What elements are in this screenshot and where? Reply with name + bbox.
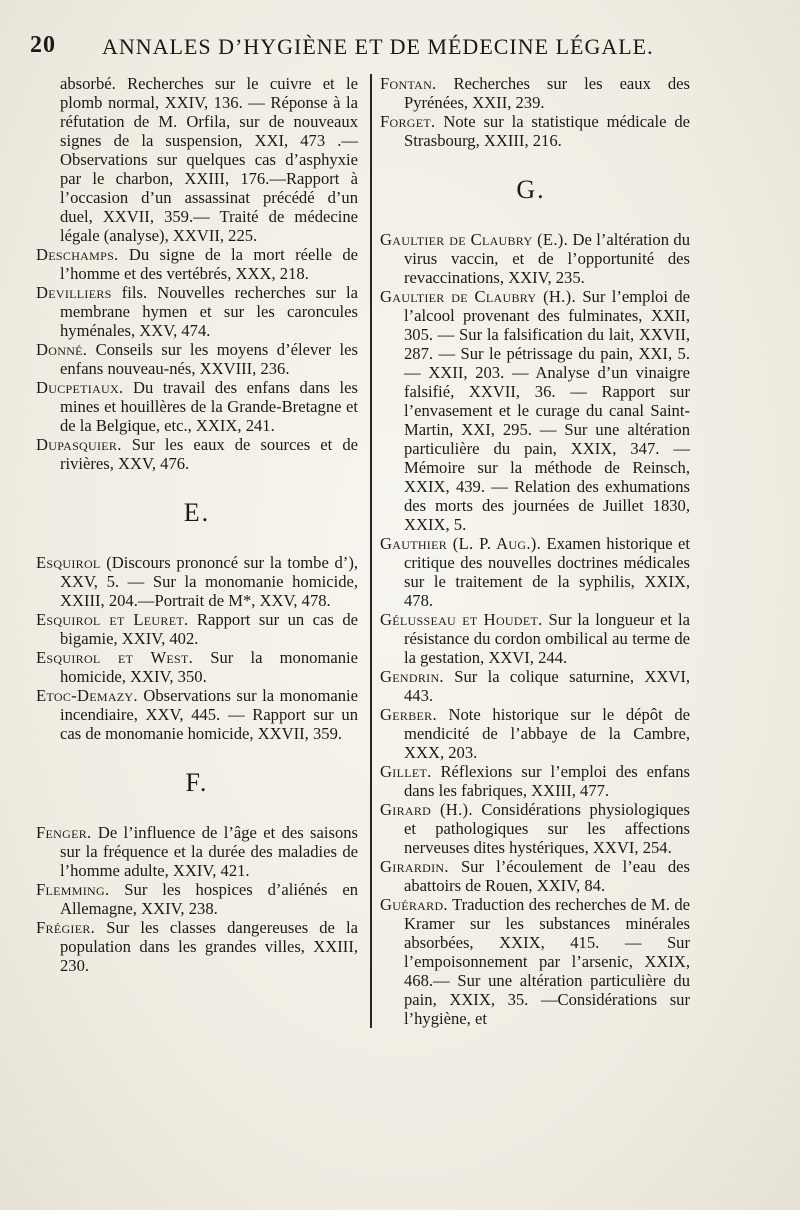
- left-column: [36, 74, 358, 975]
- author-name: Gauthier (L. P. Aug.).: [380, 534, 542, 553]
- entry-text: Observations sur la monomanie incendiaire, XXV, 445. — Rapport sur un cas de monomanie homicide, XXVII, 359.: [60, 686, 358, 743]
- entry-text: Rapport sur un cas de bigamie, XXIV, 402.: [60, 610, 358, 648]
- index-entry: [36, 74, 358, 245]
- author-name: Etoc-Demazy.: [36, 686, 138, 705]
- author-name: Girard (H.).: [380, 800, 473, 819]
- index-entry: [380, 857, 690, 895]
- author-name: Esquirol et West.: [36, 648, 194, 667]
- author-name: Flemming.: [36, 880, 110, 899]
- entry-text: Traduction des recherches de M. de Kramer sur les substances minérales absorbées, XXIX, 415. — Sur l’empoisonnement par l’arsenic, XXIX, 468.— Sur une altération particulière du pain, XXIX, 35. —Considérations sur l’hygiène, et: [404, 895, 690, 1028]
- entries-d: [36, 74, 358, 473]
- index-entry: [36, 880, 358, 918]
- entry-text: De l’influence de l’âge et des saisons sur la fréquence et la durée des maladies de l’homme adulte, XXIV, 421.: [60, 823, 358, 880]
- entries-f: [36, 823, 358, 975]
- author-name: Fenger.: [36, 823, 92, 842]
- entry-text: Sur les classes dangereuses de la population dans les grandes villes, XXIII, 230.: [60, 918, 358, 975]
- index-entry: [380, 74, 690, 112]
- right-column: [370, 74, 690, 1028]
- entries-e: [36, 553, 358, 743]
- author-name: Gaultier de Claubry (H.).: [380, 287, 576, 306]
- entries-f-continued: [372, 74, 690, 150]
- entry-text: Examen historique et critique des nouvelles doctrines médicales sur le traitement de la syphilis, XXIX, 478.: [404, 534, 690, 610]
- author-name: Gélusseau et Houdet.: [380, 610, 543, 629]
- index-entry: [36, 435, 358, 473]
- entry-text: (Discours prononcé sur la tombe d’), XXV, 5. — Sur la monomanie homicide, XXIII, 204.—Portrait de M*, XXV, 478.: [60, 553, 359, 610]
- index-entry: [36, 918, 358, 975]
- index-entry: [380, 534, 690, 610]
- entry-text: fils. Nouvelles recherches sur la membrane hymen et sur les caroncules hyménales, XXV, 474.: [60, 283, 358, 340]
- entry-text: De l’altération du virus vaccin, et de l’opportunité des revaccinations, XXIV, 235.: [404, 230, 690, 287]
- index-entry: [36, 340, 358, 378]
- index-entry: [36, 553, 358, 610]
- author-name: Esquirol: [36, 553, 101, 572]
- index-entry: [380, 112, 690, 150]
- index-entry: [36, 610, 358, 648]
- index-entry: [36, 648, 358, 686]
- entry-text: Sur la monomanie homicide, XXIV, 350.: [60, 648, 358, 686]
- entry-text: Sur l’écoulement de l’eau des abattoirs de Rouen, XXIV, 84.: [404, 857, 690, 895]
- author-name: Deschamps.: [36, 245, 119, 264]
- index-entry: [380, 287, 690, 534]
- index-entry: [380, 895, 690, 1028]
- entry-text: Note sur la statistique médicale de Strasbourg, XXIII, 216.: [404, 112, 690, 150]
- author-name: Gerber.: [380, 705, 437, 724]
- index-entry: [380, 705, 690, 762]
- author-name: Fontan.: [380, 74, 437, 93]
- entry-text: Sur les hospices d’aliénés en Allemagne, XXIV, 238.: [60, 880, 359, 918]
- entry-text: Réflexions sur l’emploi des enfans dans les fabriques, XXIII, 477.: [404, 762, 690, 800]
- author-name: Gaultier de Claubry (E.).: [380, 230, 569, 249]
- author-name: Gendrin.: [380, 667, 444, 686]
- entries-g: [372, 230, 690, 1028]
- entry-text: Note historique sur le dépôt de mendicité de l’abbaye de la Cambre, XXX, 203.: [404, 705, 690, 762]
- section-letter-f: F.: [185, 768, 209, 797]
- page-number: 20: [30, 32, 56, 58]
- index-entry: [36, 823, 358, 880]
- section-letter-e: E.: [183, 498, 211, 527]
- running-head: [30, 30, 770, 64]
- author-name: Guérard.: [380, 895, 448, 914]
- entry-text: absorbé. Recherches sur le cuivre et le plomb normal, XXIV, 136. — Réponse à la réfutation de M. Orfila, sur de nouveaux signes de la suspension, XXI, 473 .— Observations sur quelques cas d’asphyxie par le charbon, XXIII, 176.—Rapport à l’occasion d’un assassinat précédé d’un duel, XXVII, 359.— Traité de médecine légale (analyse), XXVII, 225.: [60, 74, 358, 245]
- section-letter-g: G.: [516, 175, 546, 204]
- author-name: Devilliers: [36, 283, 112, 302]
- entry-text: Du travail des enfans dans les mines et houillères de la Grande-Bretagne et de la Belgique, etc., XXIX, 241.: [60, 378, 358, 435]
- author-name: Dupasquier.: [36, 435, 122, 454]
- index-entry: [380, 800, 690, 857]
- entry-text: Du signe de la mort réelle de l’homme et des vertébrés, XXX, 218.: [60, 245, 358, 283]
- index-entry: [36, 378, 358, 435]
- author-name: Frégier.: [36, 918, 96, 937]
- index-entry: [36, 686, 358, 743]
- author-name: Donné.: [36, 340, 88, 359]
- author-name: Forget.: [380, 112, 436, 131]
- author-name: Esquirol et Leuret.: [36, 610, 189, 629]
- journal-title: ANNALES D’HYGIÈNE ET DE MÉDECINE LÉGALE.: [102, 34, 654, 59]
- entry-text: Sur les eaux de sources et de rivières, XXV, 476.: [60, 435, 358, 473]
- index-entry: [36, 283, 358, 340]
- author-name: Ducpetiaux.: [36, 378, 124, 397]
- entry-text: Sur la colique saturnine, XXVI, 443.: [404, 667, 691, 705]
- index-entry: [380, 610, 690, 667]
- author-name: Gillet.: [380, 762, 432, 781]
- author-name: Girardin.: [380, 857, 449, 876]
- entry-text: Recherches sur les eaux des Pyrénées, XXII, 239.: [404, 74, 690, 112]
- index-entry: [380, 667, 690, 705]
- entry-text: Considérations physiologiques et pathologiques sur les affections nerveuses dites hystériques, XXVI, 254.: [404, 800, 690, 857]
- entry-text: Sur la longueur et la résistance du cordon ombilical au terme de la gestation, XXVI, 244.: [404, 610, 690, 667]
- entry-text: Conseils sur les moyens d’élever les enfans nouveau-nés, XXVIII, 236.: [60, 340, 358, 378]
- index-entry: [36, 245, 358, 283]
- index-entry: [380, 230, 690, 287]
- index-entry: [380, 762, 690, 800]
- entry-text: Sur l’emploi de l’alcool provenant des fulminates, XXII, 305. — Sur la falsification du lait, XXVII, 287. — Sur le pétrissage du pain, XXI, 5. — XXII, 203. — Analyse d’un vinaigre falsifié, XXVII, 36. — Rapport sur l’envasement et le curage du canal Saint-Martin, XXI, 295. — Sur une altération particulière du pain, XXIX, 347. — Mémoire sur la méthode de Reinsch, XXIX, 439. — Relation des exhumations des morts des journées de Juillet 1830, XXIX, 5.: [404, 287, 691, 534]
